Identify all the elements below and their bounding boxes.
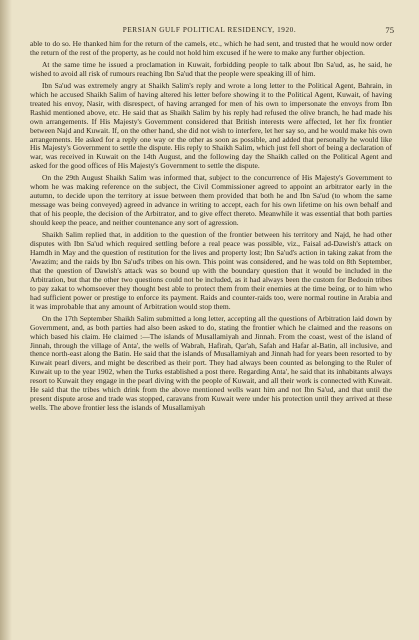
page-header (0, 26, 419, 38)
paragraph: Shaikh Salim replied that, in addition to the question of the frontier between his territory and Najd, he had other disputes with Ibn Sa'ud which required settling before a real peace was possible, viz., Faisal ad-Dawish's attack on Hamdh in May and the question of restitution for the lives and property lost; Ibn Sa'ud's action in taking zakat from the 'Awazim; and the raids by Ibn Sa'ud's tribes on his own. This point was considered, and he was told on 8th September, that the question of Dawish's attack was so bound up with the boundary question that it would be included in the Arbitration, but that the other two questions could not be included, as it had always been the custom for Bedouin tribes to pay zakat to whomsoever they thought best able to protect them from their enemies at the time being, or to him who had sufficient power or prestige to enforce its payment. Raids and counter-raids too, were normal routine in Arabia and it was improbable that any amount of Arbitration would stop them. (30, 230, 392, 311)
body-text (30, 40, 392, 413)
paragraph: Ibn Sa'ud was extremely angry at Shaikh Salim's reply and wrote a long letter to the Political Agent, Bahrain, in which he accused Shaikh Salim of having altered his letter before showing it to the Political Agent, Kuwait, of having treated his envoy, Nasir, with disrespect, of having arranged for men of his own to impersonate the envoys from Ibn Rashid mentioned above, etc. He said that as Shaikh Salim by his reply had refused the olive branch, he had made his own arrangements. If His Majesty's Government considered that British interests were affected, let her fix frontier between Najd and Kuwait. If, on the other hand, she did not wish to interfere, let her say so, and he would make his own arrangements. He asked for a reply one way or the other as soon as possible, and added that personally he would like His Majesty's Government to settle the dispute. His reply to Shaikh Salim, which just fell short of being a declaration of war, was received in Kuwait on the 14th August, and the following day the Shaikh called on the Political Agent and asked for the good offices of His Majesty's Government to settle the dispute. (30, 80, 392, 171)
binding-shadow (0, 0, 12, 640)
page-number: 75 (385, 25, 394, 35)
paragraph: On the 29th August Shaikh Salim was informed that, subject to the concurrence of His Majesty's Government to whom he was making reference on the subject, the Civil Commissioner agreed to appoint an arbitrator early in the autumn, to decide upon the territory at issue between them provided that both he and Ibn Sa'ud (to whom the same message was being conveyed) agreed in advance in writing to accept, each for his own lifetime on his own behalf and that of his people, the decision of the Arbitrator, and to give effect thereto. Meanwhile it was essential that both parties should keep the peace, and neither countenance any sort of agression. (30, 173, 392, 228)
paragraph: On the 17th September Shaikh Salim submitted a long letter, accepting all the questions of Arbitration laid down by Government, and, as both parties had also been asked to do, stating the frontier which he claimed and the reasons on which based his claim. He claimed :—The islands of Musallamiyah and Jinnah. From the coast, west of the island of Jinnah, through the village of Anta', the wells of Wabrah, Hafirah, Qar'ah, Safah and Hafar al-Batin, all inclusive, and thence north-east along the Batin. He said that the islands of Musallamiyah and Jinnah had for years been resorted to by Kuwait pearl divers, and might be described as their port. They had always been counted as belonging to the Ruler of Kuwait up to the year 1902, when the Turks established a post there. Regarding Anta', he said that its inhabitants always resort to Kuwait they engage in the pearl diving with the people of Kuwait, and all their work is connected with Kuwait. He said that the tribes which drink from the above mentioned wells want him and not Ibn Sa'ud, and that until the present dispute arose and trade was stopped, caravans from Kuwait were under his protection until they arrived at these wells. The above frontier less the islands of Musallamiyah (30, 313, 392, 413)
paragraph: able to do so. He thanked him for the return of the camels, etc., which he had sent, and trusted that he would now order the return of the rest of the property, as he could not hold him excused if he were to make any further objection. (30, 39, 392, 57)
running-head: PERSIAN GULF POLITICAL RESIDENCY, 1920. (122, 26, 297, 34)
paragraph: At the same time he issued a proclamation in Kuwait, forbidding people to talk about Ibn Sa'ud, as, he said, he wished to avoid all risk of rumours reaching Ibn Sa'ud that the people were speaking ill of him. (30, 59, 392, 78)
